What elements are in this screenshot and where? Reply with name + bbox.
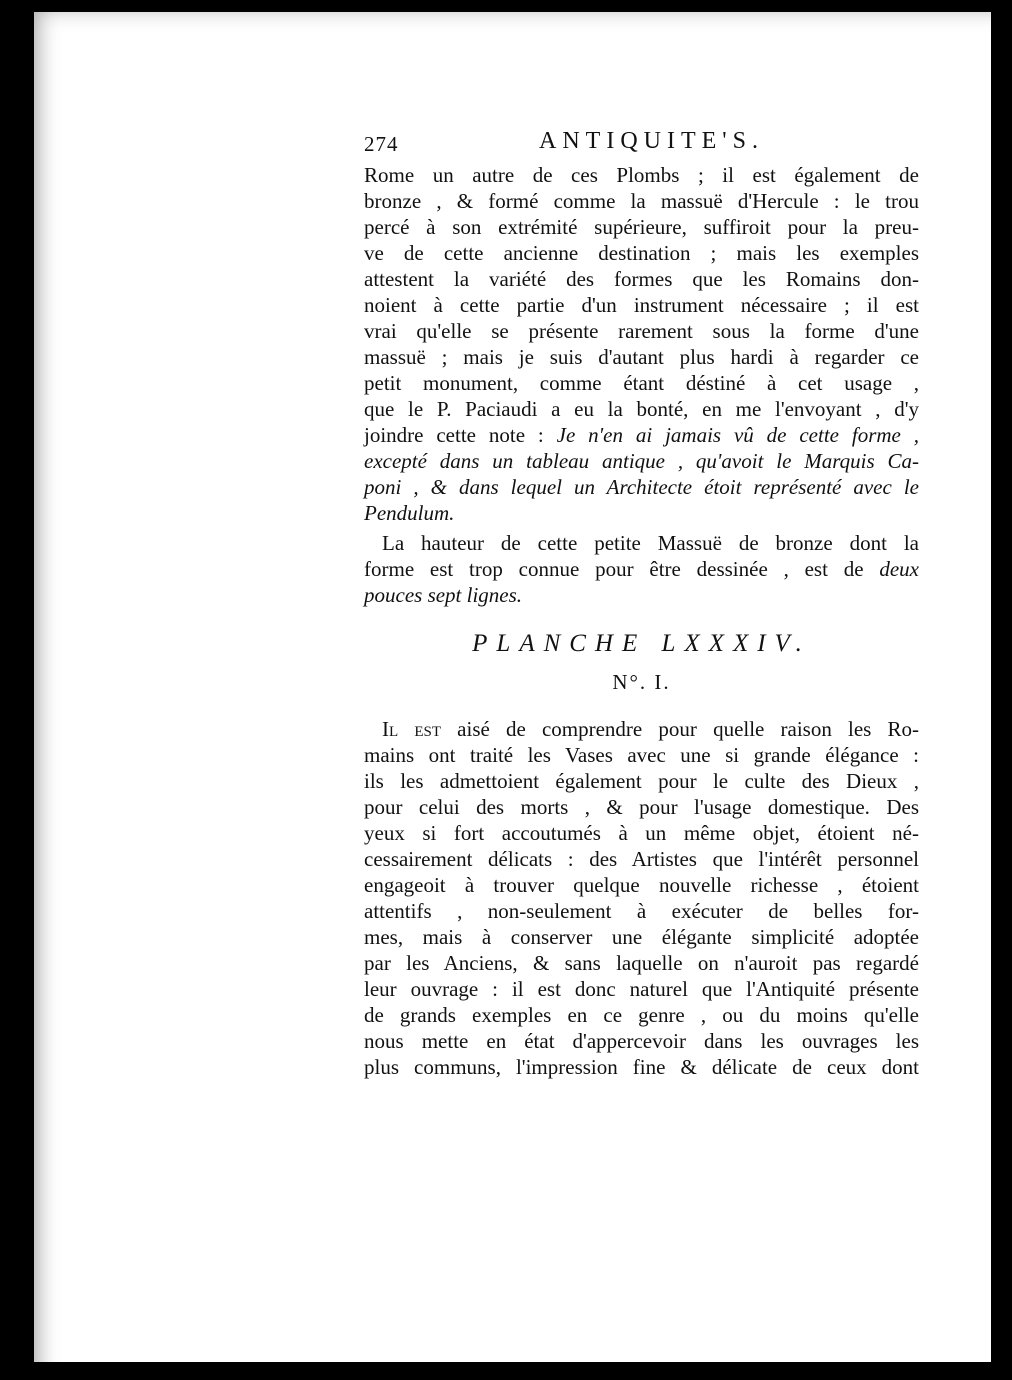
book-page bbox=[34, 12, 991, 1362]
text-line: pouces sept lignes. bbox=[364, 583, 523, 607]
text-line: bronze , & formé comme la massuë d'Hercule : le trou bbox=[364, 189, 919, 213]
text-line: petit monument, comme étant déstiné à cet usage , bbox=[364, 371, 919, 395]
text-line: percé à son extrémité supérieure, suffiroit pour la preu- bbox=[364, 215, 919, 239]
text-line: nous mette en état d'appercevoir dans les ouvrages les bbox=[364, 1029, 919, 1053]
paragraph-vases bbox=[364, 716, 919, 1080]
text-line: ils les admettoient également pour le culte des Dieux , bbox=[364, 769, 919, 793]
text-line-mixed bbox=[364, 556, 919, 582]
text-line: par les Anciens, & sans laquelle on n'auroit pas regardé bbox=[364, 951, 919, 975]
text-line: cessairement délicats : des Artistes que l'intérêt personnel bbox=[364, 847, 919, 871]
text-roman: forme est trop connue pour être dessinée , est de bbox=[364, 557, 864, 581]
text-line: leur ouvrage : il est donc naturel que l'Antiquité présente bbox=[364, 977, 919, 1001]
quotation-line: poni , & dans lequel un Architecte étoit représenté avec le bbox=[364, 475, 919, 499]
text-line: noient à cette partie d'un instrument nécessaire ; il est bbox=[364, 293, 919, 317]
text-line: La hauteur de cette petite Massuë de bronze dont la bbox=[382, 531, 919, 555]
text-line-mixed bbox=[364, 422, 919, 448]
text-line: mes, mais à conserver une élégante simplicité adoptée bbox=[364, 925, 919, 949]
running-head bbox=[364, 128, 919, 162]
text-line: attestent la variété des formes que les Romains don- bbox=[364, 267, 919, 291]
quotation-line: Pendulum. bbox=[364, 501, 455, 525]
text-line: que le P. Paciaudi a eu la bonté, en me l'envoyant , d'y bbox=[364, 397, 919, 421]
text-line: plus communs, l'impression fine & délicate de ceux dont bbox=[364, 1055, 919, 1079]
text-line-mixed bbox=[364, 716, 919, 742]
text-line: Rome un autre de ces Plombs ; il est également de bbox=[364, 163, 919, 187]
text-roman: aisé de comprendre pour quelle raison les Ro- bbox=[457, 717, 920, 741]
text-block bbox=[364, 128, 919, 1080]
text-line: vrai qu'elle se présente rarement sous la forme d'une bbox=[364, 319, 919, 343]
text-line: engageoit à trouver quelque nouvelle richesse , étoient bbox=[364, 873, 919, 897]
quotation-line: excepté dans un tableau antique , qu'avoit le Marquis Ca- bbox=[364, 449, 919, 473]
plate-title: PLANCHE LXXXIV. bbox=[472, 630, 811, 657]
plate-number: N°. I. bbox=[612, 670, 671, 694]
text-line: de grands exemples en ce genre , ou du moins qu'elle bbox=[364, 1003, 919, 1027]
paragraph-continuation bbox=[364, 162, 919, 526]
text-line: attentifs , non-seulement à exécuter de belles for- bbox=[364, 899, 919, 923]
paragraph-measurement bbox=[364, 530, 919, 608]
opening-words: Il est bbox=[382, 717, 441, 741]
text-line: yeux si fort accoutumés à un même objet, étoient né- bbox=[364, 821, 919, 845]
text-line: pour celui des morts , & pour l'usage domestique. Des bbox=[364, 795, 919, 819]
text-line: ve de cette ancienne destination ; mais les exemples bbox=[364, 241, 919, 265]
quotation-italic: Je n'en ai jamais vû de cette forme , bbox=[556, 423, 920, 447]
text-line: mains ont traité les Vases avec une si grande élégance : bbox=[364, 743, 919, 767]
text-italic: deux bbox=[879, 557, 919, 581]
text-line: massuë ; mais je suis d'autant plus hardi à regarder ce bbox=[364, 345, 919, 369]
text-roman: joindre cette note : bbox=[364, 423, 544, 447]
page-number: 274 bbox=[364, 132, 399, 156]
running-title: ANTIQUITE'S. bbox=[539, 128, 764, 154]
